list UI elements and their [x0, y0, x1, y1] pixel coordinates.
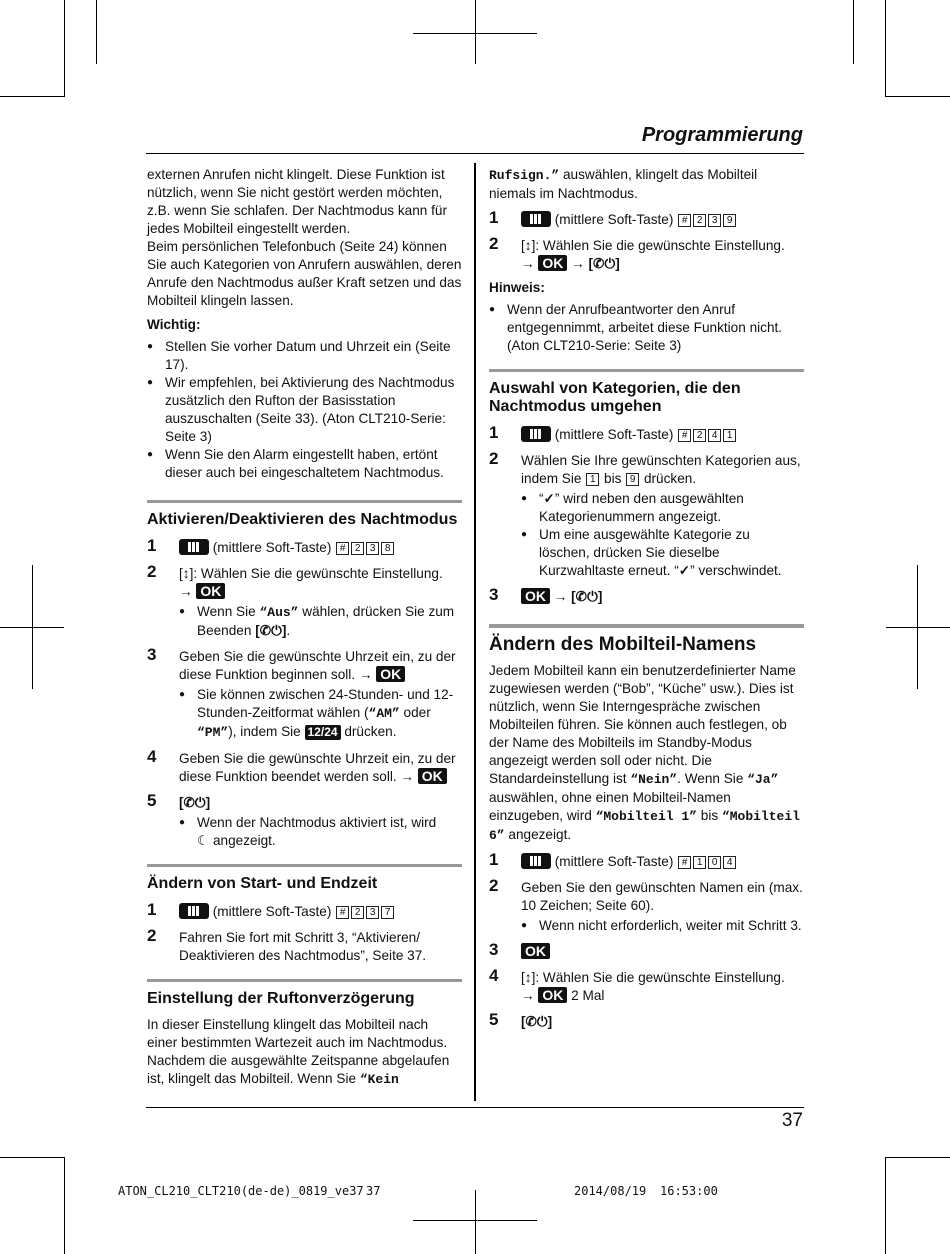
step-number: 3: [489, 585, 499, 604]
checkmark-icon: ✓: [543, 491, 555, 506]
menu-key-icon: [179, 903, 209, 919]
keypad-key: #: [336, 542, 349, 555]
ok-key: OK: [376, 666, 405, 682]
menu-key-icon: [521, 426, 551, 442]
ok-key: OK: [538, 255, 567, 271]
step-number: 2: [489, 876, 499, 895]
ok-key: OK: [521, 943, 550, 959]
step-5: [147, 791, 462, 850]
footer-date: 2014/08/19: [574, 1184, 647, 1198]
off-key-icon: [✆⏻]: [588, 256, 620, 271]
keypad-key: 9: [723, 214, 736, 227]
note-item: ● Wenn der Anrufbeantworter den Anruf entgegennimmt, arbeitet diese Funktion nicht. (Aton CLT210-Serie: Seite 3): [489, 301, 804, 355]
keypad-key: #: [678, 429, 691, 442]
important-item: ● Wenn Sie den Alarm eingestellt haben, ertönt dieser auch bei eingeschaltetem Nachtmodus.: [147, 446, 462, 482]
step-number: 2: [147, 562, 157, 581]
keypad-key: 3: [366, 542, 379, 555]
important-item: ● Stellen Sie vorher Datum und Uhrzeit ein (Seite 17).: [147, 338, 462, 374]
step-1: [489, 208, 804, 229]
step-bullet: ● Wenn nicht erforderlich, weiter mit Schritt 3.: [521, 917, 804, 935]
ok-key: OK: [196, 583, 225, 599]
step-text: Geben Sie die gewünschte Uhrzeit ein, zu der diese Funktion beginnen soll. →: [179, 649, 456, 682]
section-title-activate: Aktivieren/Deaktivieren des Nachtmodus: [147, 500, 462, 529]
ok-key: OK: [418, 768, 447, 784]
ok-key: OK: [521, 588, 550, 604]
off-key-icon: [✆⏻]: [521, 1014, 553, 1029]
keypad-key: 0: [708, 856, 721, 869]
footer-file: ATON_CL210_CLT210(de-de)_0819_ve37: [118, 1184, 364, 1198]
keypad-key: 2: [693, 214, 706, 227]
soft-key-label: (mittlere Soft-Taste): [554, 212, 674, 227]
off-key-icon: [✆⏻]: [255, 623, 287, 638]
keypad-key: 3: [366, 906, 379, 919]
navigator-key-icon: [↕: [179, 566, 190, 581]
section-title-ring-delay: Einstellung der Ruftonverzögerung: [147, 979, 462, 1008]
soft-key-label: (mittlere Soft-Taste): [212, 540, 332, 555]
step-text: Geben Sie die gewünschte Uhrzeit ein, zu der diese Funktion beendet werden soll. →: [179, 751, 456, 784]
step-3: [147, 645, 462, 742]
section-title-start-end: Ändern von Start- und Endzeit: [147, 864, 462, 893]
keypad-key: 3: [708, 214, 721, 227]
soft-key-label: (mittlere Soft-Taste): [554, 427, 674, 442]
keypad-key: 7: [381, 906, 394, 919]
keypad-key: 9: [626, 473, 639, 486]
step-1: [147, 900, 462, 921]
intro-text: externen Anrufen nicht klingelt. Diese Funktion ist nützlich, wenn Sie nicht gestört werden möchten, z.B. wenn Sie schlafen. Der Nachtmodus kann für jedes Mobilteil eingestellt werden.: [147, 167, 447, 236]
keypad-key: 1: [586, 473, 599, 486]
keypad-key: 2: [351, 906, 364, 919]
step-number: 4: [147, 747, 157, 766]
right-column: [489, 166, 804, 1031]
checkmark-icon: ✓: [678, 563, 691, 578]
step-1: [147, 536, 462, 557]
page-number: 37: [781, 1110, 803, 1131]
intro-text-2: Beim persönlichen Telefonbuch (Seite 24) können Sie auch Kategorien von Anrufern auswählen, deren Anrufe den Nachtmodus außer Kraft setzen und das Mobilteil klingeln lassen.: [147, 239, 462, 308]
off-key-icon: [✆⏻]: [179, 795, 211, 810]
step-number: 1: [489, 208, 499, 227]
step-4: 4 [↕]: Wählen Sie die gewünschte Einstellung. → OK 2 Mal: [489, 966, 785, 1003]
off-key-icon: [✆⏻]: [571, 589, 603, 604]
keypad-key: 2: [351, 542, 364, 555]
step-4: [147, 747, 462, 786]
keypad-key: #: [678, 856, 691, 869]
navigator-key-icon: [↕: [521, 970, 532, 985]
night-mode-icon: ☾: [197, 833, 210, 848]
footer-rule: [146, 1107, 804, 1108]
step-1: [489, 850, 804, 871]
column-divider: [474, 163, 476, 1101]
step-2: [147, 562, 462, 640]
step-number: 1: [147, 900, 157, 919]
step-number: 3: [147, 645, 157, 664]
step-number: 1: [489, 423, 499, 442]
menu-key-icon: [521, 853, 551, 869]
step-number: 2: [489, 449, 499, 468]
arrow: →: [179, 584, 193, 599]
step-text: ]: Wählen Sie die gewünschte Einstellung.: [189, 566, 443, 581]
step-2: 2 Geben Sie den gewünschten Namen ein (max. 10 Zeichen; Seite 60). ● Wenn nicht erforderlich, weiter mit Schritt 3.: [489, 879, 804, 935]
keypad-key: #: [336, 906, 349, 919]
step-bullet: ● Um eine ausgewählte Kategorie zu löschen, drücken Sie dieselbe Kurzwahltaste erneut. “✓” verschwindet.: [521, 526, 804, 580]
keypad-key: 8: [381, 542, 394, 555]
header-rule: [146, 153, 804, 154]
soft-key-label: (mittlere Soft-Taste): [212, 904, 332, 919]
section-text: In dieser Einstellung klingelt das Mobilteil nach einer bestimmten Wartezeit auch im Nachtmodus. Nachdem die ausgewählte Zeitspanne abgelaufen ist, klingelt das Mobilteil. Wenn Sie “Kein: [147, 1017, 450, 1087]
soft-key-label: (mittlere Soft-Taste): [554, 854, 674, 869]
important-label: Wichtig:: [147, 317, 201, 332]
step-5: [489, 1010, 804, 1031]
navigator-key-icon: [↕: [521, 238, 532, 253]
step-number: 5: [489, 1010, 499, 1029]
section-text: Jedem Mobilteil kann ein benutzerdefinierter Name zugewiesen werden (“Bob”, “Küche” usw.). Dies ist nützlich, wenn Sie Interngespräche zwischen Mobilteilen führen. Sie können auch festlegen, ob der Name des Mobilteils im Standby-Modus angezeigt werden soll oder nicht. Die Standardeinstellung ist “Nein”. Wenn Sie “Ja” auswählen, ohne einen Mobilteil-Namen einzugeben, wird “Mobilteil 1” bis “Mobilteil 6” angezeigt.: [489, 663, 800, 843]
keypad-key: 1: [693, 856, 706, 869]
step-2: [147, 926, 462, 965]
ok-key: OK: [538, 987, 567, 1003]
menu-key-icon: [521, 211, 551, 227]
step-number: 1: [147, 536, 157, 555]
important-item: ● Wir empfehlen, bei Aktivierung des Nachtmodus zusätzlich den Rufton der Basisstation auszuschalten (Seite 33). (Aton CLT210-Serie: Seite 3): [147, 374, 462, 446]
step-bullet: ● “✓” wird neben den ausgewählten Kategorienummern angezeigt.: [521, 490, 804, 526]
section-title-handset-name: Ändern des Mobilteil-Namens: [489, 624, 804, 654]
keypad-key: #: [678, 214, 691, 227]
footer-page: 37: [366, 1184, 381, 1198]
step-number: 4: [489, 966, 499, 985]
keypad-key: 1: [723, 429, 736, 442]
step-bullet: ● Wenn der Nachtmodus aktiviert ist, wird ☾ angezeigt.: [179, 814, 462, 850]
step-2: 2 Wählen Sie Ihre gewünschten Kategorien aus, indem Sie 1 bis 9 drücken. ● “✓” wird neben den ausgewählten Kategorienummern angezeigt. ● Um eine ausgewählte Kategorie zu löschen, drücken Sie dieselbe Kurzwahltaste erneut. “✓” verschwindet.: [489, 452, 804, 580]
step-number: 2: [147, 926, 157, 945]
step-3: 3 OK → [✆⏻]: [489, 585, 603, 604]
footer-time: 16:53:00: [660, 1184, 718, 1198]
12-24-key: 12/24: [305, 725, 341, 740]
step-number: 5: [147, 791, 157, 810]
keypad-key: 2: [693, 429, 706, 442]
step-3: [489, 940, 804, 961]
keypad-key: 4: [708, 429, 721, 442]
step-2: 2 [↕]: Wählen Sie die gewünschte Einstellung. → OK → [✆⏻]: [489, 234, 785, 271]
step-number: 1: [489, 850, 499, 869]
continued-text: Rufsign.” auswählen, klingelt das Mobilteil niemals im Nachtmodus.: [489, 167, 758, 201]
step-1: [489, 423, 804, 444]
left-column: [147, 166, 462, 1089]
section-header: Programmierung: [641, 124, 803, 146]
step-bullet: ● Wenn Sie “Aus” wählen, drücken Sie zum Beenden [✆⏻].: [179, 603, 462, 640]
step-number: 3: [489, 940, 499, 959]
menu-key-icon: [179, 539, 209, 555]
step-bullet: ● Sie können zwischen 24-Stunden- und 12-Stunden-Zeitformat wählen (“AM” oder “PM”), indem Sie 12/24 drücken.: [179, 686, 462, 742]
step-number: 2: [489, 234, 499, 253]
section-title-categories: Auswahl von Kategorien, die den Nachtmodus umgehen: [489, 369, 804, 416]
note-label: Hinweis:: [489, 280, 545, 295]
step-text: Fahren Sie fort mit Schritt 3, “Aktivieren/ Deaktivieren des Nachtmodus”, Seite 37.: [179, 930, 427, 963]
keypad-key: 4: [723, 856, 736, 869]
